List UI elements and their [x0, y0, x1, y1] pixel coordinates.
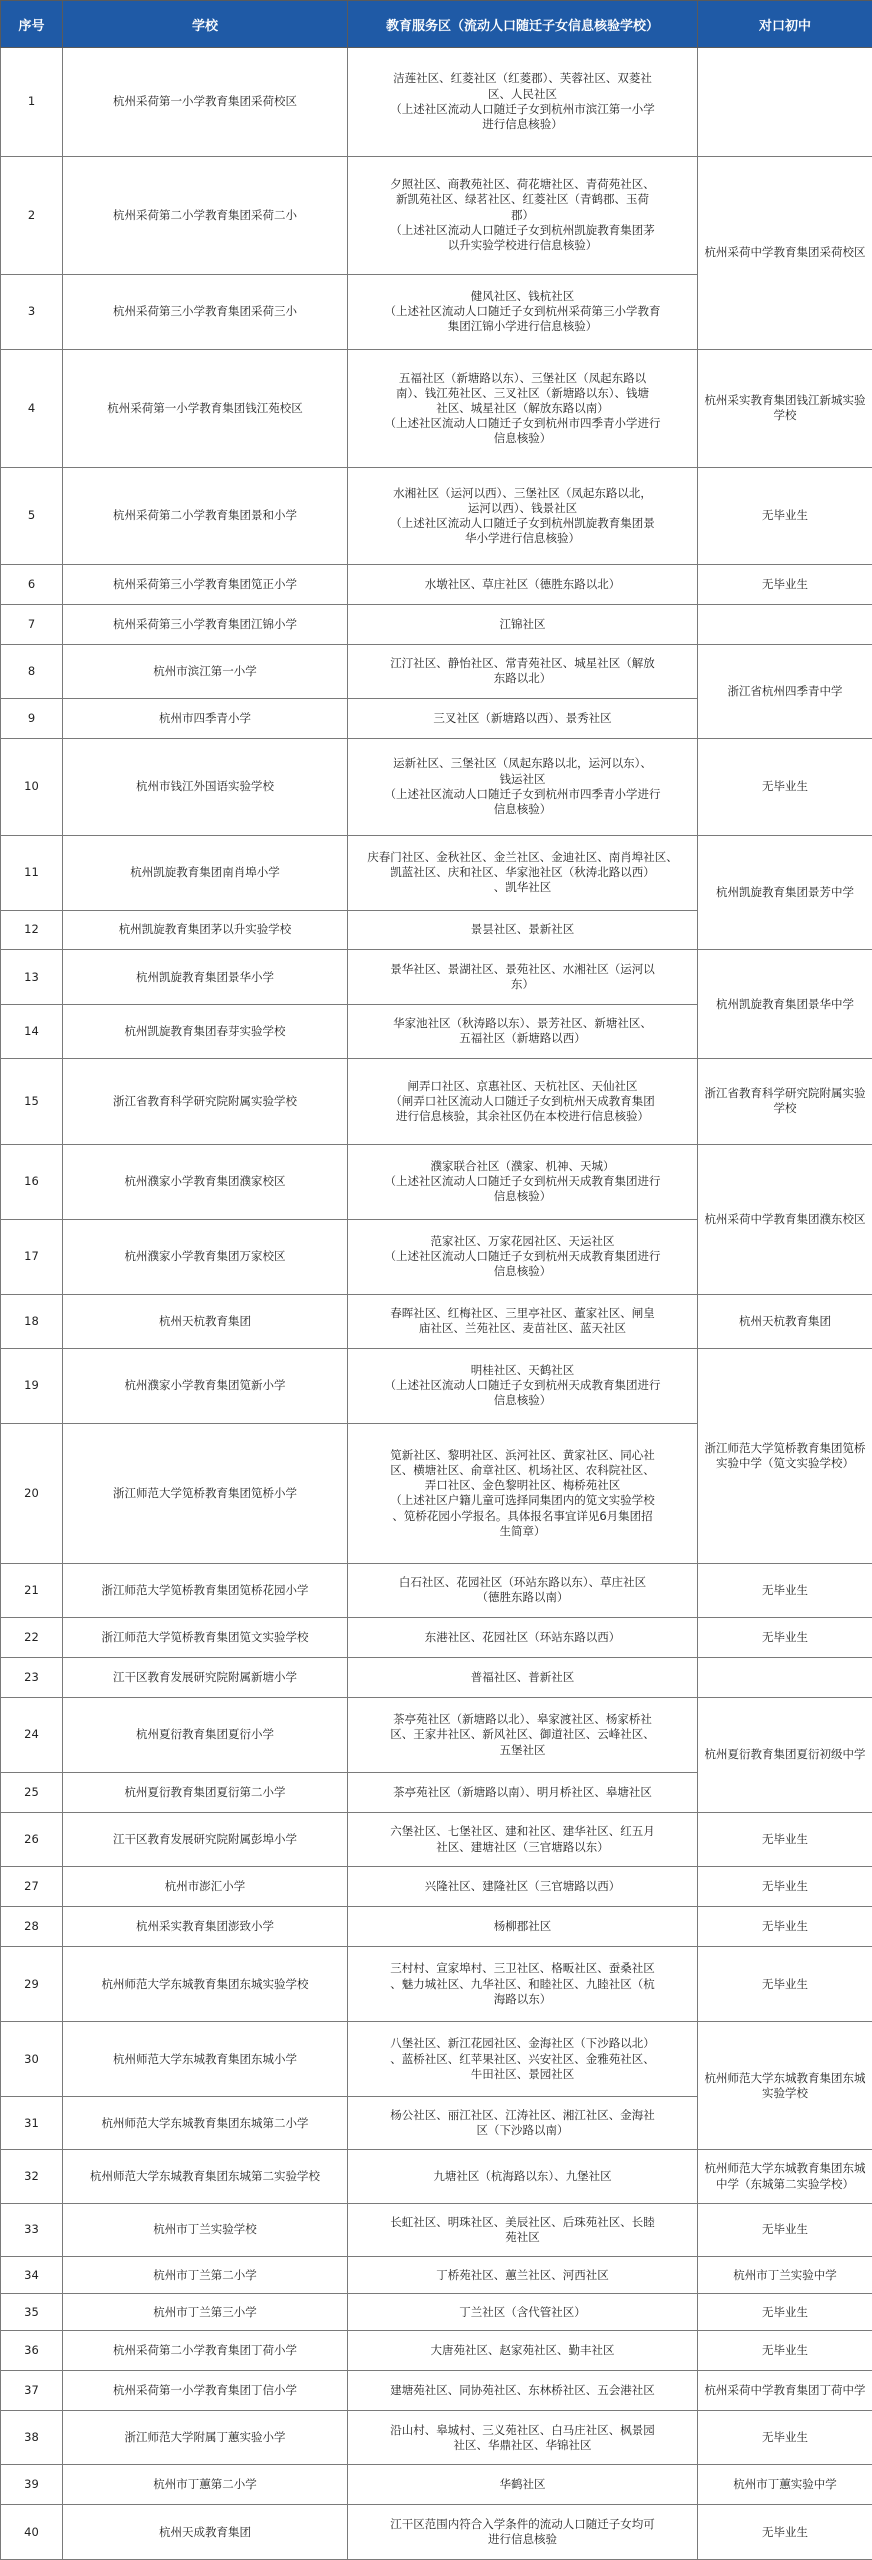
- junior-high-school: 浙江省杭州四季青中学: [698, 644, 872, 738]
- school-name: 浙江省教育科学研究院附属实验学校: [63, 1058, 348, 1144]
- row-number: 5: [1, 468, 63, 565]
- service-area-line: 茶亭苑社区（新塘路以南）、明月桥社区、皋塘社区: [393, 1784, 652, 1799]
- service-area-line: 区、王家井社区、新风社区、御道社区、云峰社区、: [390, 1727, 655, 1742]
- row-number: 30: [1, 2022, 63, 2097]
- service-area: [348, 2150, 698, 2203]
- service-area-line: 丁桥苑社区、蕙兰社区、河西社区: [436, 2267, 609, 2282]
- school-name: 浙江师范大学笕桥教育集团笕桥花园小学: [63, 1563, 348, 1617]
- school-name: 杭州凯旋教育集团南肖埠小学: [63, 835, 348, 910]
- service-area-line: 苑社区: [505, 2229, 540, 2244]
- row-number: 29: [1, 1947, 63, 2022]
- row-number: 34: [1, 2257, 63, 2294]
- school-name: 杭州市丁兰第二小学: [63, 2257, 348, 2294]
- service-area: [348, 1867, 698, 1907]
- service-area: [348, 1219, 698, 1294]
- school-name: 杭州采荷第一小学教育集团采荷校区: [63, 48, 348, 157]
- service-area-line: 建塘苑社区、同协苑社区、东林桥社区、五会港社区: [390, 2383, 655, 2398]
- service-area-line: （上述社区流动人口随迁子女到杭州采荷第三小学教育: [384, 304, 661, 319]
- table-row: [1, 738, 872, 835]
- row-number: 10: [1, 738, 63, 835]
- service-area-line: 白石社区、花园社区（环站东路以东）、草庄社区: [398, 1575, 647, 1590]
- service-area-line: （上述社区流动人口随迁子女到杭州凯旋教育集团景: [390, 515, 655, 530]
- row-number: 40: [1, 2505, 63, 2560]
- header-service-area: 教育服务区（流动人口随迁子女信息核验学校）: [348, 1, 698, 48]
- school-name: 浙江师范大学附属丁蕙实验小学: [63, 2411, 348, 2465]
- table-row: [1, 835, 872, 910]
- service-area-line: 以升实验学校进行信息核验）: [447, 237, 598, 252]
- school-name: 杭州采实教育集团澎致小学: [63, 1907, 348, 1947]
- service-area: [348, 1348, 698, 1423]
- school-name: 杭州采荷第三小学教育集团笕正小学: [63, 564, 348, 604]
- service-area: [348, 604, 698, 644]
- row-number: 7: [1, 604, 63, 644]
- row-number: 36: [1, 2331, 63, 2371]
- junior-high-school: 无毕业生: [698, 1947, 872, 2022]
- service-area-line: 水墩社区、草庄社区（德胜东路以北）: [424, 576, 621, 591]
- row-number: 19: [1, 1348, 63, 1423]
- junior-high-school: 无毕业生: [698, 1618, 872, 1658]
- service-area: [348, 738, 698, 835]
- school-name: 杭州采荷第二小学教育集团景和小学: [63, 468, 348, 565]
- row-number: 33: [1, 2203, 63, 2256]
- header-number: 序号: [1, 1, 63, 48]
- row-number: 37: [1, 2371, 63, 2411]
- service-area-line: 濮家联合社区（濮家、机神、天城）: [430, 1158, 615, 1173]
- service-area-line: 大唐苑社区、赵家苑社区、勤丰社区: [430, 2343, 615, 2358]
- row-number: 4: [1, 349, 63, 467]
- service-area-line: 笕新社区、黎明社区、浜河社区、黄家社区、同心社: [390, 1447, 655, 1462]
- service-area: [348, 1658, 698, 1698]
- service-area-line: 钱运社区: [499, 771, 546, 786]
- service-area-line: （闸弄口社区流动人口随迁子女到杭州天成教育集团: [390, 1093, 655, 1108]
- junior-high-school: 无毕业生: [698, 1867, 872, 1907]
- service-area-line: 景华社区、景湖社区、景苑社区、水湘社区（运河以: [390, 961, 655, 976]
- table-row: [1, 1698, 872, 1773]
- row-number: 14: [1, 1004, 63, 1058]
- service-area: [348, 2203, 698, 2256]
- table-row: [1, 644, 872, 698]
- service-area: [348, 2371, 698, 2411]
- row-number: 2: [1, 156, 63, 274]
- table-row: [1, 2257, 872, 2294]
- table-row: [1, 468, 872, 565]
- service-area-line: 信息核验）: [493, 431, 552, 446]
- service-area-line: 海路以东）: [493, 1991, 552, 2006]
- row-number: 27: [1, 1867, 63, 1907]
- service-area-line: 庙社区、兰苑社区、麦苗社区、蓝天社区: [419, 1321, 626, 1336]
- service-area-line: 弄口社区、金色黎明社区、梅桥苑社区: [424, 1478, 621, 1493]
- school-name: 杭州师范大学东城教育集团东城实验学校: [63, 1947, 348, 2022]
- school-name: 杭州天杭教育集团: [63, 1294, 348, 1348]
- row-number: 13: [1, 950, 63, 1004]
- service-area-line: 景昙社区、景新社区: [470, 922, 575, 937]
- service-area: [348, 698, 698, 738]
- service-area-line: 、蓝桥社区、红苹果社区、兴安社区、金雅苑社区、: [390, 2051, 655, 2066]
- school-name: 杭州师范大学东城教育集团东城第二实验学校: [63, 2150, 348, 2203]
- service-area-line: 东）: [511, 977, 534, 992]
- table-row: [1, 2505, 872, 2560]
- table-row: [1, 2371, 872, 2411]
- junior-high-school: 无毕业生: [698, 1563, 872, 1617]
- service-area-line: 八堡社区、新江花园社区、金海社区（下沙路以北）: [390, 2036, 655, 2051]
- school-name: 杭州濮家小学教育集团濮家校区: [63, 1144, 348, 1219]
- school-name: 杭州凯旋教育集团春芽实验学校: [63, 1004, 348, 1058]
- school-name: 浙江师范大学笕桥教育集团笕桥小学: [63, 1423, 348, 1563]
- service-area-line: 江锦社区: [499, 616, 546, 631]
- service-area-line: 水湘社区（运河以西）、三堡社区（凤起东路以北，: [393, 485, 652, 500]
- service-area-line: 信息核验）: [493, 1393, 552, 1408]
- service-area-line: 运河以西）、钱景社区: [467, 500, 578, 515]
- service-area-line: 五福社区（新塘路以东）、三堡社区（凤起东路以: [398, 370, 647, 385]
- junior-high-school: 无毕业生: [698, 1812, 872, 1866]
- service-area: [348, 2411, 698, 2465]
- service-area: [348, 2294, 698, 2331]
- table-row: [1, 2411, 872, 2465]
- school-name: 杭州采荷第一小学教育集团钱江苑校区: [63, 349, 348, 467]
- service-area-line: 范家社区、万家花园社区、天运社区: [430, 1233, 615, 1248]
- row-number: 25: [1, 1772, 63, 1812]
- service-area-line: 新凯苑社区、绿茗社区、红菱社区（青鹤郡、玉荷: [396, 192, 649, 207]
- service-area-line: 信息核验）: [493, 1189, 552, 1204]
- service-area-line: （上述社区户籍儿童可选择同集团内的笕文实验学校: [390, 1493, 655, 1508]
- service-area: [348, 1907, 698, 1947]
- school-name: 杭州夏衍教育集团夏衍小学: [63, 1698, 348, 1773]
- service-area-line: 明桂社区、天鹤社区: [470, 1363, 575, 1378]
- row-number: 17: [1, 1219, 63, 1294]
- service-area: [348, 2331, 698, 2371]
- school-name: 杭州凯旋教育集团景华小学: [63, 950, 348, 1004]
- junior-high-school: 无毕业生: [698, 2294, 872, 2331]
- service-area-line: （上述社区流动人口随迁子女到杭州市四季青小学进行: [384, 416, 661, 431]
- service-area-line: 长虹社区、明珠社区、美辰社区、后珠苑社区、长睦: [390, 2214, 655, 2229]
- service-area-line: 南）、钱江苑社区、三叉社区（新塘路以东）、钱塘: [396, 385, 649, 400]
- school-name: 杭州濮家小学教育集团万家校区: [63, 1219, 348, 1294]
- row-number: 23: [1, 1658, 63, 1698]
- row-number: 26: [1, 1812, 63, 1866]
- junior-high-school: 杭州师范大学东城教育集团东城实验学校: [698, 2022, 872, 2150]
- table-header-row: [1, 1, 872, 48]
- service-area: [348, 1294, 698, 1348]
- row-number: 38: [1, 2411, 63, 2465]
- junior-high-school: 无毕业生: [698, 2411, 872, 2465]
- junior-high-school: [698, 1658, 872, 1698]
- table-row: [1, 2150, 872, 2203]
- table-row: [1, 1907, 872, 1947]
- school-name: 江干区教育发展研究院附属彭埠小学: [63, 1812, 348, 1866]
- table-row: [1, 1618, 872, 1658]
- table-row: [1, 564, 872, 604]
- service-area-line: （上述社区流动人口随迁子女到杭州天成教育集团进行: [384, 1249, 661, 1264]
- table-row: [1, 349, 872, 467]
- service-area: [348, 1812, 698, 1866]
- school-name: 杭州采荷第一小学教育集团丁信小学: [63, 2371, 348, 2411]
- service-area-line: 六堡社区、七堡社区、建和社区、建华社区、红五月: [390, 1824, 655, 1839]
- service-area-line: 春晖社区、红梅社区、三里亭社区、董家社区、闸皇: [390, 1306, 655, 1321]
- service-area: [348, 910, 698, 950]
- service-area-line: 郡）: [511, 207, 534, 222]
- service-area-line: 进行信息核验，其余社区仍在本校进行信息核验）: [396, 1108, 649, 1123]
- service-area-line: 三村村、宣家埠村、三卫社区、格畈社区、蚕桑社区: [390, 1961, 655, 1976]
- table-body: [1, 48, 872, 2560]
- junior-high-school: 杭州采荷中学教育集团采荷校区: [698, 156, 872, 349]
- junior-high-school: 杭州夏衍教育集团夏衍初级中学: [698, 1698, 872, 1813]
- header-school: 学校: [63, 1, 348, 48]
- service-area: [348, 468, 698, 565]
- service-area-line: 江干区范围内符合入学条件的流动人口随迁子女均可: [390, 2517, 655, 2532]
- row-number: 35: [1, 2294, 63, 2331]
- service-area-line: 华鹤社区: [499, 2477, 546, 2492]
- service-area-line: 三叉社区（新塘路以西）、景秀社区: [433, 710, 612, 725]
- table-row: [1, 1658, 872, 1698]
- service-area: [348, 1144, 698, 1219]
- junior-high-school: 无毕业生: [698, 738, 872, 835]
- table-row: [1, 950, 872, 1004]
- table-row: [1, 1294, 872, 1348]
- table-row: [1, 1812, 872, 1866]
- school-name: 杭州市丁兰实验学校: [63, 2203, 348, 2256]
- school-name: 杭州市丁兰第三小学: [63, 2294, 348, 2331]
- junior-high-school: 杭州凯旋教育集团景芳中学: [698, 835, 872, 950]
- table-row: [1, 156, 872, 274]
- junior-high-school: 无毕业生: [698, 2203, 872, 2256]
- service-area: [348, 48, 698, 157]
- service-area-line: 茶亭苑社区（新塘路以北）、皋家渡社区、杨家桥社: [393, 1712, 652, 1727]
- service-area-line: 运新社区、三堡社区（凤起东路以北，运河以东）、: [393, 756, 652, 771]
- row-number: 11: [1, 835, 63, 910]
- service-area-line: 社区、华鼎社区、华锦社区: [453, 2437, 592, 2452]
- junior-high-school: 无毕业生: [698, 2331, 872, 2371]
- service-area-line: 进行信息核验: [488, 2532, 557, 2547]
- service-area: [348, 2097, 698, 2150]
- school-name: 杭州采荷第二小学教育集团采荷二小: [63, 156, 348, 274]
- service-area-line: （德胜东路以南）: [476, 1590, 569, 1605]
- junior-high-school: 浙江省教育科学研究院附属实验学校: [698, 1058, 872, 1144]
- service-area-line: 夕照社区、商教苑社区、荷花塘社区、青荷苑社区、: [390, 177, 655, 192]
- service-area-line: 杨公社区、丽江社区、江涛社区、湘江社区、金海社: [390, 2108, 655, 2123]
- service-area-line: 杨柳郡社区: [493, 1919, 552, 1934]
- row-number: 20: [1, 1423, 63, 1563]
- service-area: [348, 156, 698, 274]
- service-area: [348, 835, 698, 910]
- service-area-line: （上述社区流动人口随迁子女到杭州市四季青小学进行: [384, 786, 661, 801]
- row-number: 6: [1, 564, 63, 604]
- table-row: [1, 2331, 872, 2371]
- row-number: 9: [1, 698, 63, 738]
- school-name: 杭州市四季青小学: [63, 698, 348, 738]
- service-area-line: 庆春门社区、金秋社区、金兰社区、金迪社区、南肖埠社区、: [367, 849, 678, 864]
- service-area: [348, 349, 698, 467]
- table-row: [1, 1348, 872, 1423]
- service-area: [348, 2257, 698, 2294]
- table-row: [1, 2465, 872, 2505]
- row-number: 18: [1, 1294, 63, 1348]
- service-area: [348, 274, 698, 349]
- service-area-line: 区、人民社区: [488, 86, 557, 101]
- junior-high-school: 浙江师范大学笕桥教育集团笕桥实验中学（笕文实验学校）: [698, 1348, 872, 1563]
- junior-high-school: [698, 604, 872, 644]
- row-number: 12: [1, 910, 63, 950]
- service-area-line: 华家池社区（秋涛路以东）、景芳社区、新塘社区、: [393, 1016, 652, 1031]
- junior-high-school: 杭州市丁蕙实验中学: [698, 2465, 872, 2505]
- junior-high-school: 杭州市丁兰实验中学: [698, 2257, 872, 2294]
- table-row: [1, 2203, 872, 2256]
- school-name: 杭州采荷第三小学教育集团江锦小学: [63, 604, 348, 644]
- service-area: [348, 644, 698, 698]
- service-area-line: 东路以北）: [493, 671, 552, 686]
- row-number: 21: [1, 1563, 63, 1617]
- row-number: 24: [1, 1698, 63, 1773]
- service-area-line: 洁莲社区、红菱社区（红菱郡）、芙蓉社区、双菱社: [393, 71, 652, 86]
- row-number: 32: [1, 2150, 63, 2203]
- row-number: 31: [1, 2097, 63, 2150]
- row-number: 39: [1, 2465, 63, 2505]
- header-junior-high: 对口初中: [698, 1, 872, 48]
- school-name: 杭州市澎汇小学: [63, 1867, 348, 1907]
- junior-high-school: 杭州采荷中学教育集团濮东校区: [698, 1144, 872, 1294]
- junior-high-school: 杭州天杭教育集团: [698, 1294, 872, 1348]
- service-area-line: 五福社区（新塘路以西）: [459, 1031, 586, 1046]
- junior-high-school: 杭州采实教育集团钱江新城实验学校: [698, 349, 872, 467]
- service-area: [348, 2465, 698, 2505]
- service-area: [348, 1004, 698, 1058]
- service-area-line: 信息核验）: [493, 1264, 552, 1279]
- service-area-line: 集团江锦小学进行信息核验）: [447, 319, 598, 334]
- school-name: 杭州师范大学东城教育集团东城小学: [63, 2022, 348, 2097]
- table-row: [1, 1563, 872, 1617]
- service-area-line: 闸弄口社区、京惠社区、天杭社区、天仙社区: [407, 1078, 638, 1093]
- junior-high-school: 杭州采荷中学教育集团丁荷中学: [698, 2371, 872, 2411]
- school-name: 杭州市滨江第一小学: [63, 644, 348, 698]
- row-number: 28: [1, 1907, 63, 1947]
- service-area-line: 信息核验）: [493, 801, 552, 816]
- service-area: [348, 2505, 698, 2560]
- service-area-line: 普福社区、普新社区: [470, 1669, 575, 1684]
- school-name: 杭州夏衍教育集团夏衍第二小学: [63, 1772, 348, 1812]
- table-row: [1, 1144, 872, 1219]
- table-row: [1, 604, 872, 644]
- service-area-line: （上述社区流动人口随迁子女到杭州天成教育集团进行: [384, 1174, 661, 1189]
- table-row: [1, 1058, 872, 1144]
- service-area-line: 健风社区、钱杭社区: [470, 289, 575, 304]
- junior-high-school: 无毕业生: [698, 564, 872, 604]
- row-number: 16: [1, 1144, 63, 1219]
- junior-high-school: 无毕业生: [698, 1907, 872, 1947]
- service-area-line: 、凯华社区: [493, 880, 552, 895]
- service-area: [348, 1563, 698, 1617]
- service-area-line: 兴隆社区、建隆社区（三官塘路以西）: [424, 1879, 621, 1894]
- service-area-line: 丁兰社区（含代管社区）: [459, 2304, 586, 2319]
- school-name: 浙江师范大学笕桥教育集团笕文实验学校: [63, 1618, 348, 1658]
- school-name: 杭州市丁蕙第二小学: [63, 2465, 348, 2505]
- row-number: 15: [1, 1058, 63, 1144]
- school-name: 杭州天成教育集团: [63, 2505, 348, 2560]
- service-area-line: 、笕桥花园小学报名。具体报名事宜详见6月集团招: [392, 1508, 653, 1523]
- service-area: [348, 1423, 698, 1563]
- school-name: 江干区教育发展研究院附属新塘小学: [63, 1658, 348, 1698]
- service-area-line: 九塘社区（杭海路以东）、九堡社区: [433, 2168, 612, 2183]
- table-row: [1, 2294, 872, 2331]
- service-area-line: （上述社区流动人口随迁子女到杭州天成教育集团进行: [384, 1378, 661, 1393]
- service-area: [348, 1058, 698, 1144]
- service-area-line: 华小学进行信息核验）: [465, 531, 580, 546]
- service-area-line: 、魅力城社区、九华社区、和睦社区、九睦社区（杭: [390, 1976, 655, 1991]
- service-area-line: （上述社区流动人口随迁子女到杭州市滨江第一小学: [390, 101, 655, 116]
- school-name: 杭州采荷第二小学教育集团丁荷小学: [63, 2331, 348, 2371]
- junior-high-school: 无毕业生: [698, 2505, 872, 2560]
- service-area: [348, 1772, 698, 1812]
- service-area-line: 凯蓝社区、庆和社区、华家池社区（秋涛北路以西）: [390, 864, 655, 879]
- service-area-line: 进行信息核验）: [482, 116, 563, 131]
- row-number: 1: [1, 48, 63, 157]
- service-area: [348, 1618, 698, 1658]
- service-area: [348, 950, 698, 1004]
- table-row: [1, 2022, 872, 2097]
- row-number: 3: [1, 274, 63, 349]
- service-area-line: 沿山村、皋城村、三义苑社区、白马庄社区、枫景园: [390, 2422, 655, 2437]
- table-row: [1, 1947, 872, 2022]
- row-number: 8: [1, 644, 63, 698]
- service-area-line: 五堡社区: [499, 1742, 546, 1757]
- school-name: 杭州凯旋教育集团茅以升实验学校: [63, 910, 348, 950]
- school-name: 杭州师范大学东城教育集团东城第二小学: [63, 2097, 348, 2150]
- junior-high-school: [698, 48, 872, 157]
- service-area-line: 东港社区、花园社区（环站东路以西）: [424, 1629, 621, 1644]
- school-name: 杭州濮家小学教育集团笕新小学: [63, 1348, 348, 1423]
- table-row: [1, 48, 872, 157]
- junior-high-school: 无毕业生: [698, 468, 872, 565]
- table-row: [1, 1867, 872, 1907]
- service-area: [348, 2022, 698, 2097]
- service-area: [348, 1947, 698, 2022]
- school-name: 杭州采荷第三小学教育集团采荷三小: [63, 274, 348, 349]
- service-area-line: （上述社区流动人口随迁子女到杭州凯旋教育集团茅: [390, 222, 655, 237]
- service-area-line: 江汀社区、静怡社区、常青苑社区、城星社区（解放: [390, 656, 655, 671]
- service-area: [348, 1698, 698, 1773]
- service-area: [348, 564, 698, 604]
- service-area-line: 区、横塘社区、俞章社区、机场社区、农科院社区、: [390, 1462, 655, 1477]
- junior-high-school: 杭州凯旋教育集团景华中学: [698, 950, 872, 1059]
- service-area-line: 社区、建塘社区（三官塘路以东）: [436, 1839, 609, 1854]
- service-area-line: 牛田社区、景园社区: [470, 2066, 575, 2081]
- row-number: 22: [1, 1618, 63, 1658]
- junior-high-school: 杭州师范大学东城教育集团东城中学（东城第二实验学校）: [698, 2150, 872, 2203]
- service-area-line: 生简章）: [499, 1523, 546, 1538]
- school-name: 杭州市钱江外国语实验学校: [63, 738, 348, 835]
- service-area-line: 区（下沙路以南）: [476, 2123, 569, 2138]
- service-area-line: 社区、城星社区（解放东路以南）: [436, 400, 609, 415]
